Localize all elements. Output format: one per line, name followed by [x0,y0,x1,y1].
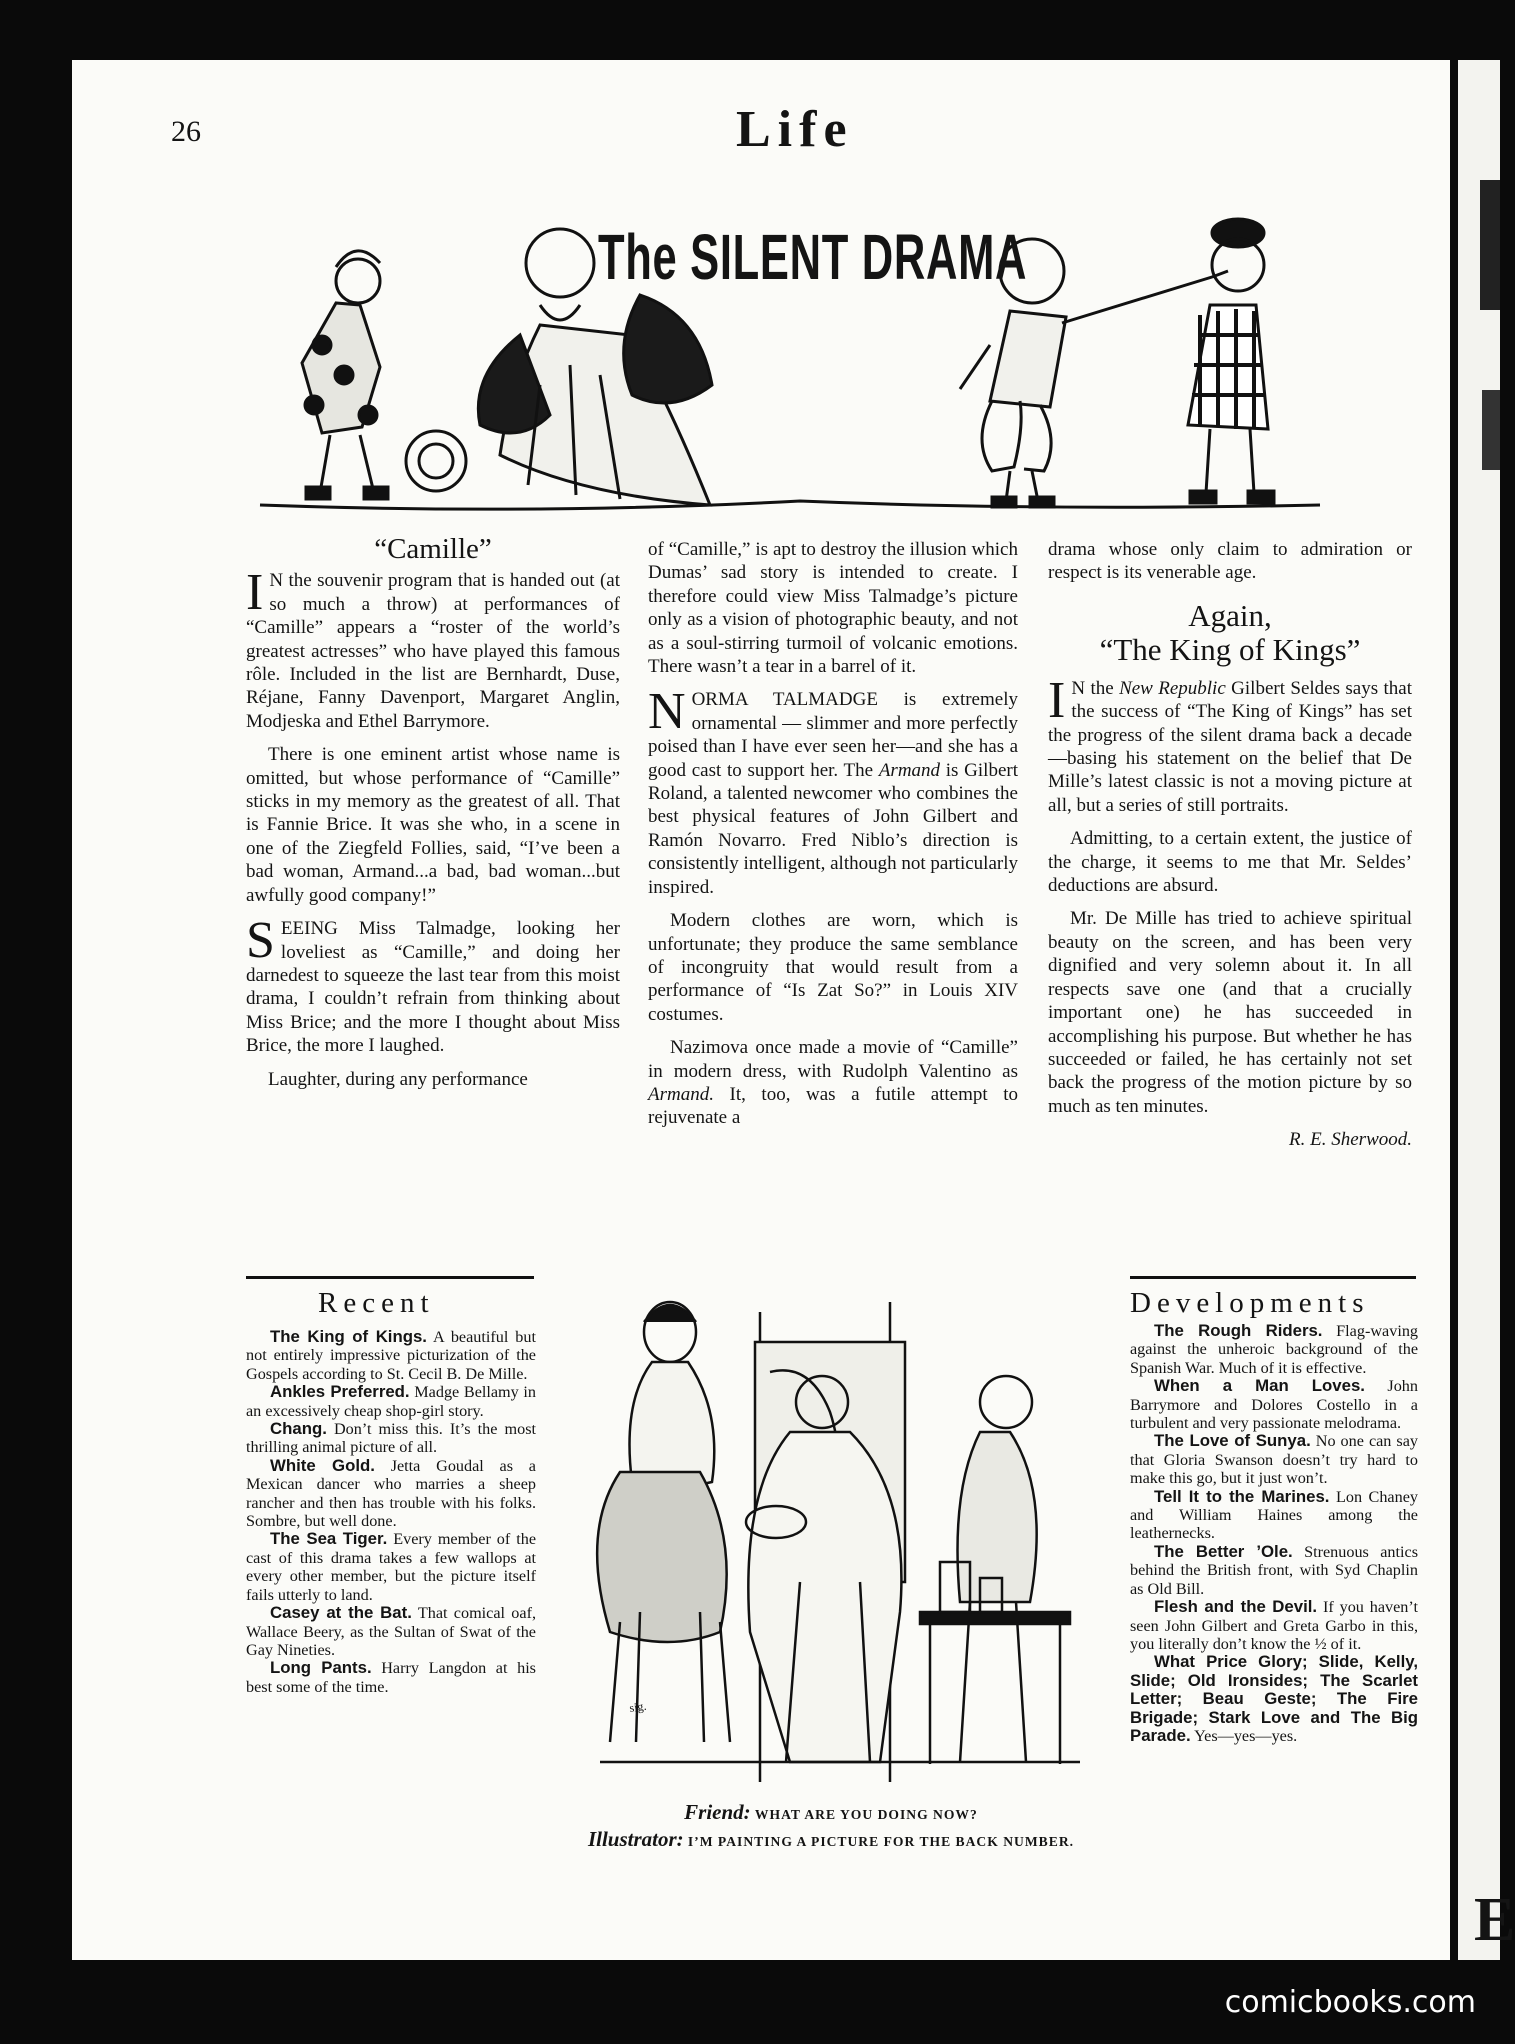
review-text: Every member of the cast of this drama takes a few wallops at every other member, but the picture itself fails utterly to land. [246,1530,536,1604]
review-item [246,1457,536,1531]
paragraph-text: EEING Miss Talmadge, looking her loveliest as “Camille,” and doing her darnedest to squeeze the last tear from this moist drama, I couldn’t refrain from thinking about Miss Brice; and the more I thought about Miss Brice, the more I laughed. [246,918,620,1057]
paragraph: drama whose only claim to admiration or respect is its venerable age. [1048,539,1412,584]
film-title: The Better ’Ole. [1154,1541,1293,1561]
drop-cap: N [648,683,686,741]
developments-heading: Developments [1130,1287,1370,1319]
article-title-king-of-kings [1048,599,1412,667]
article-column-1 [246,533,620,1101]
paragraph-text: is Gilbert Roland, a talented newcomer who combines the best physical features of John Gilbert and Ramón Novarro. Fred Niblo’s direction is consistently intelligent, although not particularly inspired. [648,759,1018,898]
adjacent-page-letter: E [1474,1886,1515,1954]
film-title: Casey at the Bat. [270,1603,412,1623]
review-text: Jetta Goudal as a Mexican dancer who marries a sheep rancher and then has trouble with his folks. Sombre, but well done. [246,1456,536,1531]
developments-reviews-list [1130,1322,1418,1745]
review-text: If you haven’t seen John Gilbert and Greta Garbo in this, you literally don’t know the ½ of it. [1130,1598,1418,1653]
review-item [246,1604,536,1659]
review-item [246,1383,536,1420]
recent-heading: Recent [318,1287,435,1319]
cartoon-caption [556,1800,1106,1854]
paragraph-text: ORMA TALMADGE is extremely ornamental — slimmer and more perfectly poised than I have ever seen her—and she has a good cast to support her. The [648,689,1018,781]
film-title: What Price Glory; Slide, Kelly, Slide; Old Ironsides; The Scarlet Letter; Beau Geste; The Fire Brigade; Stark Love and The Big Parade. [1130,1652,1418,1745]
review-item [1130,1322,1418,1377]
review-text: Don’t miss this. It’s the most thrilling animal picture of all. [246,1420,536,1457]
paragraph [246,912,620,1057]
paragraph-text: It, too, was a futile attempt to rejuvenate a [648,1083,1018,1129]
paragraph: Admitting, to a certain extent, the justice of the charge, it seems to me that Mr. Seldes’ deductions are absurd. [1048,828,1412,897]
film-title: Long Pants. [270,1658,372,1678]
review-item [1130,1377,1418,1432]
article-column-3 [1048,538,1412,1152]
film-title: The Sea Tiger. [270,1529,388,1549]
divider-rule [1130,1276,1416,1279]
film-title: The Love of Sunya. [1154,1431,1311,1451]
film-title: The King of Kings. [270,1327,427,1346]
caption-line: WHAT ARE YOU DOING NOW? [754,1807,978,1822]
review-text: Yes—yes—yes. [1190,1726,1298,1745]
review-item [246,1659,536,1696]
article-column-2 [648,538,1018,1140]
review-item [1130,1432,1418,1487]
italic-name: Armand [878,759,941,781]
cartoon-illustration [560,1282,1095,1797]
article-title-camille: “Camille” [374,533,492,565]
film-title: White Gold. [270,1455,375,1475]
review-text: That comical oaf, Wallace Beery, as the Sultan of Swat of the Gay Nineties. [246,1604,537,1659]
review-text: A beautiful but not entirely impressive picturization of the Gospels according to St. Cecil B. De Mille. [246,1328,536,1383]
svg-text:sig.: sig. [628,1698,648,1715]
paragraph [1048,671,1413,817]
author-signature: R. E. Sherwood. [1289,1129,1412,1151]
drop-cap: I [1048,671,1066,729]
page-number: 26 [171,115,201,148]
section-title: The SILENT DRAMA [598,221,1028,293]
review-text: Harry Langdon at his best some of the time. [246,1659,536,1696]
review-text: No one can say that Gloria Swanson doesn’t try hard to make this go, but it just won’t. [1130,1432,1418,1488]
paragraph [648,1036,1018,1130]
caption-speaker: Illustrator: [587,1827,684,1851]
title-line: “The King of Kings” [1099,631,1361,667]
review-text: Strenuous antics behind the British front, with Syd Chaplin as Old Bill. [1130,1542,1418,1598]
review-text: Flag-waving against the unheroic background of the Spanish War. Much of it is effective. [1130,1322,1419,1377]
paragraph-text: N the souvenir program that is handed out (at so much a throw) at performances of “Camille” appears a “roster of the world’s greatest actresses” who have played this famous rôle. Included in the list are Bernhardt, Duse, Réjane, Fanny Davenport, Margaret Anglin, Modjeska and Ethel Barrymore. [246,570,620,732]
film-title: Flesh and the Devil. [1154,1597,1318,1617]
italic-name: Armand. [648,1083,714,1105]
review-item [246,1530,536,1604]
film-title: The Rough Riders. [1154,1321,1323,1340]
recent-reviews-list [246,1328,536,1696]
paragraph-text: N the [1071,677,1120,699]
review-item [246,1420,536,1457]
drop-cap: I [246,564,264,622]
adjacent-page-mark [1480,180,1500,310]
paragraph: Modern clothes are worn, which is unfortunate; they produce the same semblance of incongruity that would result from a performance of “Is Zat So?” in Louis XIV costumes. [648,910,1018,1025]
review-text: Madge Bellamy in an excessively cheap shop-girl story. [246,1383,537,1420]
adjacent-page-mark [1482,390,1500,470]
paragraph: of “Camille,” is apt to destroy the illusion which Dumas’ sad story is intended to create. I therefore could view Miss Talmadge’s picture only as a vision of photographic beauty, and not as a soul-stirring turmoil of volcanic emotions. There wasn’t a tear in a barrel of it. [648,539,1018,678]
review-item [1130,1488,1418,1543]
film-title: Chang. [270,1419,327,1439]
drop-cap: S [246,912,275,970]
paragraph [246,564,620,733]
film-title: When a Man Loves. [1154,1376,1365,1396]
caption-speaker: Friend: [684,1800,751,1824]
review-text: John Barrymore and Dolores Costello in a turbulent and very passionate melodrama. [1130,1377,1418,1433]
film-title: Ankles Preferred. [270,1382,410,1402]
adjacent-page-edge [1458,60,1515,1960]
review-item [246,1328,536,1383]
film-title: Tell It to the Marines. [1154,1486,1330,1506]
paragraph: There is one eminent artist whose name is omitted, but whose performance of “Camille” sticks in my memory as the greatest of all. That is Fannie Brice. It was she who, in a scene in one of the Ziegfeld Follies, said, “I’ve been a bad woman, Armand...a bad, bad woman...but awfully good company!” [246,744,620,906]
caption-line: I’M PAINTING A PICTURE FOR THE BACK NUMBER. [687,1834,1075,1849]
paragraph-text: Nazimova once made a movie of “Camille” in modern dress, with Rudolph Valentino as [648,1037,1018,1082]
italic-name: New Republic [1119,677,1226,699]
divider-rule [246,1276,534,1279]
review-item [1130,1598,1418,1653]
paragraph: Laughter, during any performance [268,1068,528,1090]
paragraph: Mr. De Mille has tried to achieve spiritual beauty on the screen, and has been very dignified and very solemn about it. In all respects save one (and that a crucially important one) he has succeeded in accomplishing his purpose. But whether he has succeeded or failed, he has certainly not set back the progress of the motion picture by so much as ten minutes. [1048,908,1412,1117]
watermark: comicbooks.com [1224,1985,1476,2020]
review-text: Lon Chaney and William Haines among the leathernecks. [1130,1487,1418,1543]
paragraph-text: Gilbert Seldes says that the success of “The King of Kings” has set the progress of the silent drama back a decade—basing his statement on the belief that De Mille’s latest classic is not a moving picture at all, but a series of still portraits. [1048,677,1413,816]
paragraph [648,683,1018,899]
title-line: Again, [1188,597,1272,633]
review-item [1130,1543,1418,1598]
review-item [1130,1653,1418,1745]
masthead-logo: Life [736,101,854,158]
